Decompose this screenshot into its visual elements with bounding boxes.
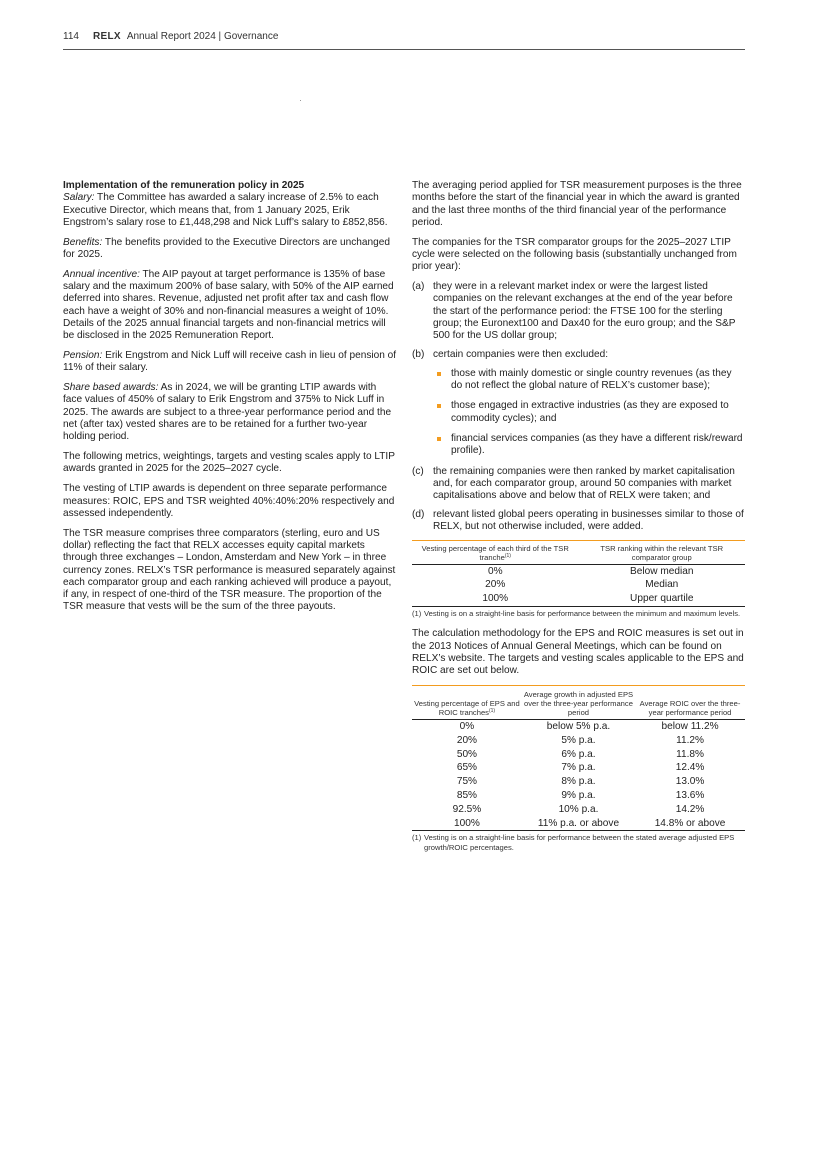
list-marker: (b): [412, 349, 425, 361]
table-row: 20% 5% p.a. 11.2%: [456, 734, 704, 746]
table-row: 65% 7% p.a. 12.4%: [456, 762, 705, 774]
bullet-square-icon: [437, 437, 441, 441]
bullet-text: those engaged in extractive industries (as they are exposed to commodity cycles); and: [451, 400, 729, 424]
table-header: Vesting percentage of EPS and ROIC tranches$^{(1)}$: [412, 686, 522, 720]
list-item: [412, 466, 745, 503]
incentive-label: Annual incentive:: [63, 268, 140, 280]
benefits-paragraph: [63, 237, 397, 262]
list-item: [412, 349, 745, 361]
list-text: relevant listed global peers operating in businesses similar to those of RELX, but not otherwise included, were added.: [433, 509, 744, 533]
table-row: 20% Median: [485, 579, 679, 591]
table-footnote: (1) Vesting is on a straight-line basis for performance between the stated average adjusted EPS growth/ROIC percentages.: [412, 833, 735, 852]
bullet-square-icon: [437, 372, 441, 376]
bullet-text: those with mainly domestic or single country revenues (as they do not reflect the global nature of RELX’s customer base);: [451, 367, 732, 392]
report-title: Annual Report 2024 | Governance: [126, 31, 279, 42]
left-column: [63, 180, 397, 621]
pension-text: Erik Engstrom and Nick Luff will receive cash in lieu of pension of 11% of their salary.: [63, 350, 397, 374]
list-text: they were in a relevant market index or were the largest listed companies on the relevant exchanges at the end of the year before the start of the performance period: the FTSE 100 for the sterling group; the Euronext100 and Dax40 for the euro group; and the S&P 500 for the US dollar group;: [433, 281, 736, 342]
table-row: 100% 11% p.a. or above 14.8% or above: [412, 817, 745, 831]
averaging-paragraph: The averaging period applied for TSR measurement purposes is the three months before the start of the financial year in which the award is granted and the last three months of the third financial year of the performance period.: [412, 180, 742, 228]
list-marker: (c): [412, 465, 424, 477]
tsr-vesting-table: [412, 540, 745, 607]
table-row: 75% 8% p.a. 13.0%: [456, 776, 705, 788]
metrics-paragraph: The following metrics, weightings, targets and vesting scales apply to LTIP awards granted in 2025 for the 2025–2027 cycle.: [63, 451, 395, 475]
share-awards-text: As in 2024, we will be granting LTIP awards with face values of 450% of salary to Erik Engstrom and 375% to Nick Luff in 2025. The awards are subject to a three-year performance period and the net (after tax) vested shares are to be retained for a further two-year holding period.: [63, 382, 392, 443]
bullet-square-icon: [437, 404, 441, 408]
benefits-label: Benefits:: [63, 236, 103, 248]
bullet-item: [433, 368, 745, 393]
list-item: [412, 281, 745, 342]
bullet-text: financial services companies (as they have a different risk/reward profile).: [451, 433, 743, 457]
list-text: certain companies were then excluded:: [433, 349, 609, 361]
salary-text: The Committee has awarded a salary increase of 2.5% to each Executive Director, which means that, from 1 January 2025, Erik Engstrom’s salary rose to £1,448,298 and Nick Luff’s salary to £852,856.: [63, 192, 388, 228]
brand-name: RELX: [92, 31, 121, 42]
table-row: 0% Below median: [487, 565, 694, 577]
eps-roic-vesting-table: [412, 685, 745, 831]
bullet-item: [433, 433, 745, 458]
table-row: 92.5% 10% p.a. 14.2%: [452, 803, 705, 815]
table-row: 50% 6% p.a. 11.8%: [456, 748, 704, 760]
list-item: [412, 509, 745, 534]
table-row: 100% Upper quartile: [412, 592, 745, 606]
pension-label: Pension:: [63, 350, 103, 362]
page-header: [63, 31, 745, 50]
list-marker: (d): [412, 509, 425, 521]
stray-dot: [300, 100, 301, 101]
section-heading: Implementation of the remuneration policy in 2025: [63, 180, 305, 191]
salary-label: Salary:: [63, 192, 95, 204]
benefits-text: The benefits provided to the Executive Directors are unchanged for 2025.: [63, 236, 390, 260]
table-row: 0% below 5% p.a. below 11.2%: [459, 721, 719, 732]
list-marker: (a): [412, 281, 425, 293]
share-awards-paragraph: [63, 382, 397, 443]
page-number: 114: [63, 31, 79, 42]
pension-paragraph: [63, 350, 397, 375]
table-header: Average ROIC over the three-year performance period: [635, 686, 745, 720]
vesting-paragraph: The vesting of LTIP awards is dependent on three separate performance measures: ROIC, EPS and TSR weighted 40%:40%:20% respectively and assessed independently.: [63, 483, 395, 519]
table-footnote: (1) Vesting is on a straight-line basis for performance between the minimum and maximum levels.: [412, 609, 741, 619]
incentive-text: The AIP payout at target performance is 135% of base salary and the maximum 200% of base salary, with 50% of the AIP earned deferred into shares. Revenue, adjusted net profit after tax and cash flow each have a weight of 30% and non-financial measures a weight of 10%. Details of the 2025 annual financial targets and non-financial metrics will be disclosed in the 2025 Remuneration Report.: [63, 268, 394, 342]
right-column: [412, 180, 745, 862]
share-awards-label: Share based awards:: [63, 382, 159, 394]
tsr-paragraph: The TSR measure comprises three comparators (sterling, euro and US dollar) reflecting the fact that RELX accesses equity capital markets through three exchanges – London, Amsterdam and New York – in three currency zones. RELX’s TSR performance is measured separately against each comparator group and each ranking achieved will produce a payout, if any, in respect of one-third of the TSR measure. The proportion of the TSR measure that vests will be the sum of the three payouts.: [63, 527, 396, 613]
companies-paragraph: The companies for the TSR comparator groups for the 2025–2027 LTIP cycle were selected on the following basis (substantially unchanged from prior year):: [412, 236, 737, 273]
calculation-paragraph: The calculation methodology for the EPS and ROIC measures is set out in the 2013 Notices of Annual General Meetings, which can be found on RELX’s website. The targets and vesting scales applicable to the EPS and ROIC are set out below.: [412, 628, 744, 677]
table-header: Vesting percentage of each third of the TSR tranche$^{(1)}$: [412, 540, 579, 564]
list-text: the remaining companies were then ranked by market capitalisation and, for each comparator group, around 50 companies with market capitalisations above and below that of RELX were taken; and: [433, 465, 735, 502]
table-row: 85% 9% p.a. 13.6%: [456, 789, 705, 801]
incentive-paragraph: [63, 269, 397, 343]
table-header: TSR ranking within the relevant TSR comparator group: [579, 540, 746, 564]
table-header: Average growth in adjusted EPS over the three-year performance period: [522, 686, 635, 720]
salary-paragraph: [63, 192, 397, 229]
bullet-item: [433, 400, 745, 425]
